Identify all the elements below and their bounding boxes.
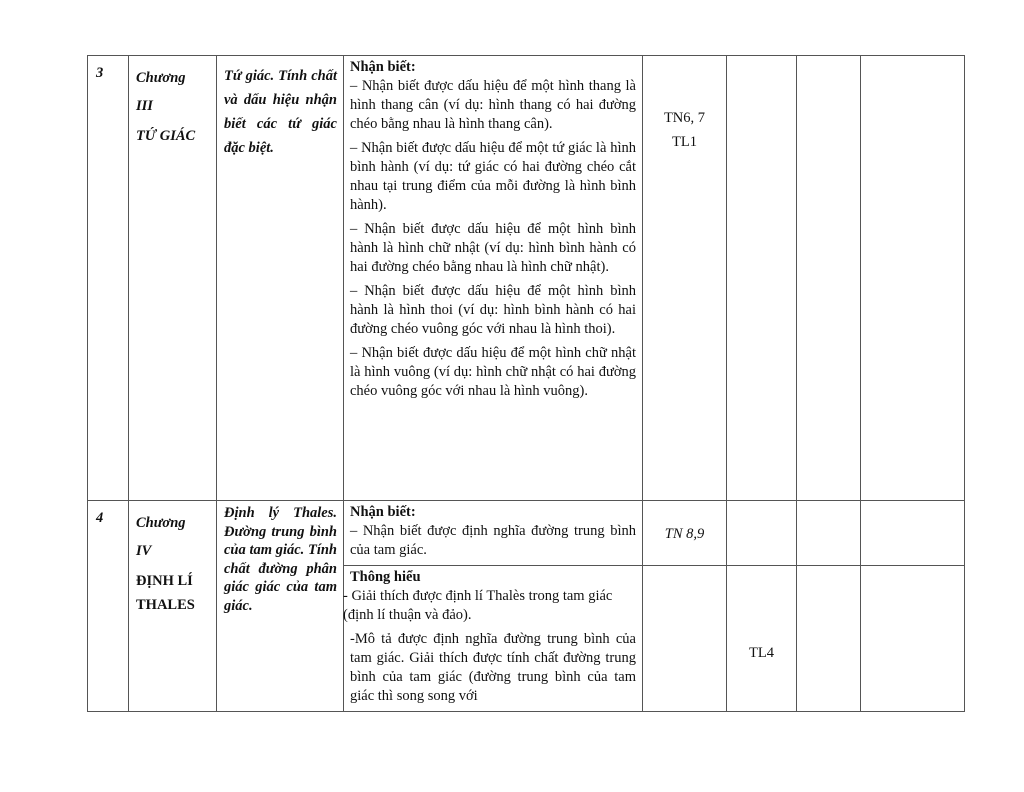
requirement-item: – Nhận biết được dấu hiệu để một hình bình hành là hình thoi (ví dụ: hình bình hành có hai đường chéo vuông góc với nhau là hình thoi). xyxy=(350,283,636,337)
chapter-number: IV xyxy=(136,543,152,559)
count-application-cell xyxy=(797,566,861,712)
requirement-item: – Nhận biết được dấu hiệu để một tứ giác là hình bình hành (ví dụ: tứ giác có hai đường chéo cắt nhau tại trung điểm của mỗi đường là hình bình hành). xyxy=(350,140,636,213)
chapter-label: Chương xyxy=(136,70,186,86)
row-number: 3 xyxy=(88,56,129,501)
requirement-item: – Nhận biết được dấu hiệu để một hình thang là hình thang cân (ví dụ: hình thang có hai đường chéo bằng nhau là hình thang cân). xyxy=(350,78,636,132)
requirement-cell xyxy=(344,566,643,712)
question-codes: TN6, 7 xyxy=(663,110,706,126)
count-high-application-cell xyxy=(861,501,965,566)
count-understanding-cell xyxy=(727,56,797,501)
level-label: Nhận biết: xyxy=(350,59,416,75)
count-recognition-cell: TN 8,9 xyxy=(643,501,727,566)
topic-cell: Định lý Thales. Đường trung bình của tam giác. Tính chất đường phân giác giác của tam giác. xyxy=(217,501,344,712)
chapter-number: III xyxy=(136,98,153,114)
requirement-item: – Nhận biết được dấu hiệu để một hình bình hành là hình chữ nhật (ví dụ: hình bình hành có hai đường chéo bằng nhau là hình chữ nhật). xyxy=(350,221,636,275)
requirement-item: -Mô tả được định nghĩa đường trung bình của tam giác. Giải thích được tính chất đường trung bình của tam giác (đường trung bình của tam giác thì song song với xyxy=(350,631,636,704)
count-recognition-cell xyxy=(643,56,727,501)
chapter-label: Chương xyxy=(136,515,186,531)
level-label: Nhận biết: xyxy=(350,504,416,520)
requirement-item: - Giải thích được định lí Thalès trong tam giác (định lí thuận và đảo). xyxy=(343,588,613,623)
question-codes: TL1 xyxy=(672,134,697,150)
count-application-cell xyxy=(797,501,861,566)
count-application-cell xyxy=(797,56,861,501)
topic-cell: Tứ giác. Tính chất và dấu hiệu nhận biết các tứ giác đặc biệt. xyxy=(217,56,344,501)
chapter-cell xyxy=(129,56,217,501)
count-recognition-cell xyxy=(643,566,727,712)
assessment-matrix-table xyxy=(87,55,965,712)
requirement-cell xyxy=(344,501,643,566)
table-row xyxy=(88,501,965,566)
count-understanding-cell xyxy=(727,501,797,566)
chapter-title: THALES xyxy=(136,597,195,613)
requirement-cell xyxy=(344,56,643,501)
row-number: 4 xyxy=(88,501,129,712)
requirement-item: – Nhận biết được dấu hiệu để một hình chữ nhật là hình vuông (ví dụ: hình chữ nhật có hai đường chéo vuông góc với nhau là hình vuông). xyxy=(350,345,636,399)
chapter-cell xyxy=(129,501,217,712)
table-row xyxy=(88,56,965,501)
count-understanding-cell: TL4 xyxy=(727,566,797,712)
requirement-item: – Nhận biết được định nghĩa đường trung bình của tam giác. xyxy=(350,523,636,558)
level-label: Thông hiểu xyxy=(350,569,421,585)
count-high-application-cell xyxy=(861,566,965,712)
chapter-title: ĐỊNH LÍ xyxy=(136,573,193,589)
chapter-title: TỨ GIÁC xyxy=(136,128,196,144)
count-high-application-cell xyxy=(861,56,965,501)
